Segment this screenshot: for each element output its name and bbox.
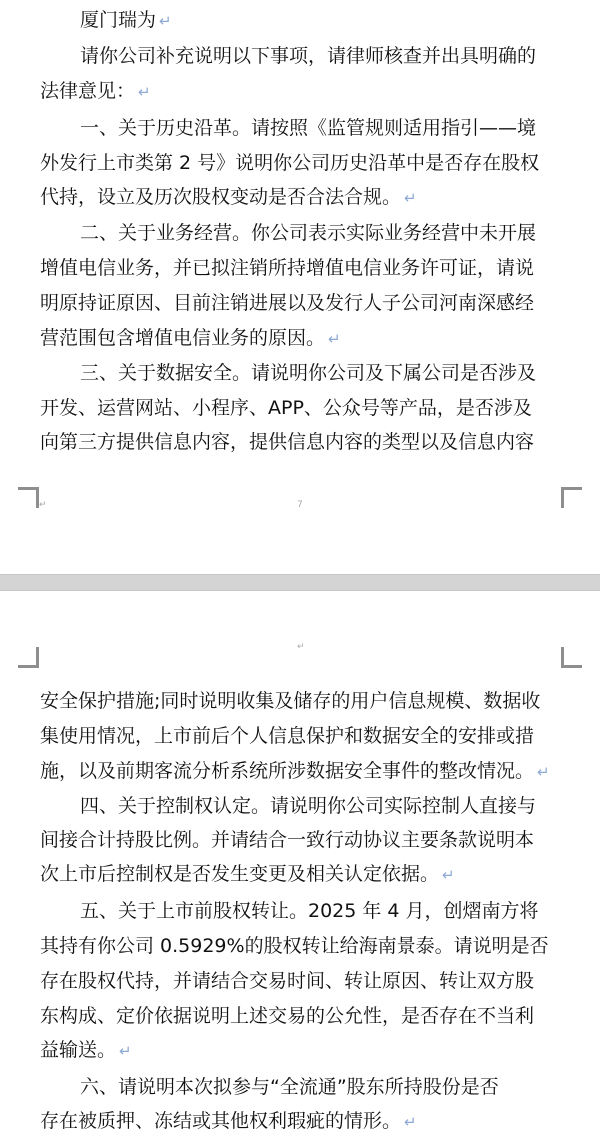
document-page-2 xyxy=(0,591,600,1140)
paragraph-mark-icon: ↵ xyxy=(442,866,455,884)
margin-corner-icon xyxy=(18,487,39,508)
paragraph-mark-icon: ↵ xyxy=(119,1042,132,1060)
margin-corner-icon xyxy=(561,487,582,508)
text-line: 营范围包含增值电信业务的原因。 ↵ xyxy=(40,327,341,349)
text-line: 间接合计持股比例。并请结合一致行动协议主要条款说明本 xyxy=(40,829,535,851)
text-line: 明原持证原因、目前注销进展以及发行人子公司河南深感经 xyxy=(40,292,535,314)
margin-corner-icon xyxy=(18,647,39,668)
text-line: 东构成、定价依据说明上述交易的公允性，是否存在不当利 xyxy=(40,1005,535,1027)
text-line: 次上市后控制权是否发生变更及相关认定依据。 ↵ xyxy=(40,863,455,885)
text-line: 六、请说明本次拟参与“全流通”股东所持股份是否 xyxy=(80,1076,499,1098)
footer-field-mark: 7 xyxy=(297,500,303,510)
text-line: 其持有你公司 0.5929%的股权转让给海南景泰。请说明是否 xyxy=(40,935,549,957)
text-line: 一、关于历史沿革。请按照《监管规则适用指引——境 xyxy=(80,117,537,139)
page-gap xyxy=(0,574,600,591)
text-line: 法律意见： ↵ xyxy=(40,80,151,102)
paragraph-mark-icon: ↵ xyxy=(328,330,341,348)
text-line: 请你公司补充说明以下事项，请律师核查并出具明确的 xyxy=(80,45,537,67)
text-line: 五、关于上市前股权转让。2025 年 4 月，创熠南方将 xyxy=(80,900,539,922)
paragraph-mark-icon: ↵ xyxy=(404,1113,417,1131)
header-paragraph-mark-icon: ↵ xyxy=(297,642,305,652)
text-line: 集使用情况，上市前后个人信息保护和数据安全的安排或措 xyxy=(40,725,535,747)
text-line: 增值电信业务，并已拟注销所持增值电信业务许可证，请说 xyxy=(40,257,535,279)
text-line: 四、关于控制权认定。请说明你公司实际控制人直接与 xyxy=(80,795,537,817)
footer-paragraph-mark-icon: ↵ xyxy=(39,500,47,510)
paragraph-mark-icon: ↵ xyxy=(138,83,151,101)
text-line: 二、关于业务经营。你公司表示实际业务经营中未开展 xyxy=(80,222,537,244)
text-line: 益输送。 ↵ xyxy=(40,1039,132,1061)
paragraph-mark-icon: ↵ xyxy=(404,189,417,207)
text-line: 施，以及前期客流分析系统所涉数据安全事件的整改情况。 ↵ xyxy=(40,760,550,782)
text-line: 存在被质押、冻结或其他权利瑕疵的情形。 ↵ xyxy=(40,1110,417,1132)
margin-corner-icon xyxy=(561,647,582,668)
text-line: 存在股权代持，并请结合交易时间、转让原因、转让双方股 xyxy=(40,970,535,992)
text-line: 外发行上市类第 2 号》说明你公司历史沿革中是否存在股权 xyxy=(40,152,540,174)
text-line: 安全保护措施;同时说明收集及储存的用户信息规模、数据收 xyxy=(40,690,541,712)
text-line: 向第三方提供信息内容，提供信息内容的类型以及信息内容 xyxy=(40,431,535,453)
text-line: 代持，设立及历次股权变动是否合法合规。 ↵ xyxy=(40,186,417,208)
paragraph-mark-icon: ↵ xyxy=(159,12,172,30)
paragraph-mark-icon: ↵ xyxy=(537,763,550,781)
greeting-line: 厦门瑞为 ↵ xyxy=(80,9,172,31)
text-line: 开发、运营网站、小程序、APP、公众号等产品，是否涉及 xyxy=(40,397,532,419)
text-line: 三、关于数据安全。请说明你公司及下属公司是否涉及 xyxy=(80,362,537,384)
